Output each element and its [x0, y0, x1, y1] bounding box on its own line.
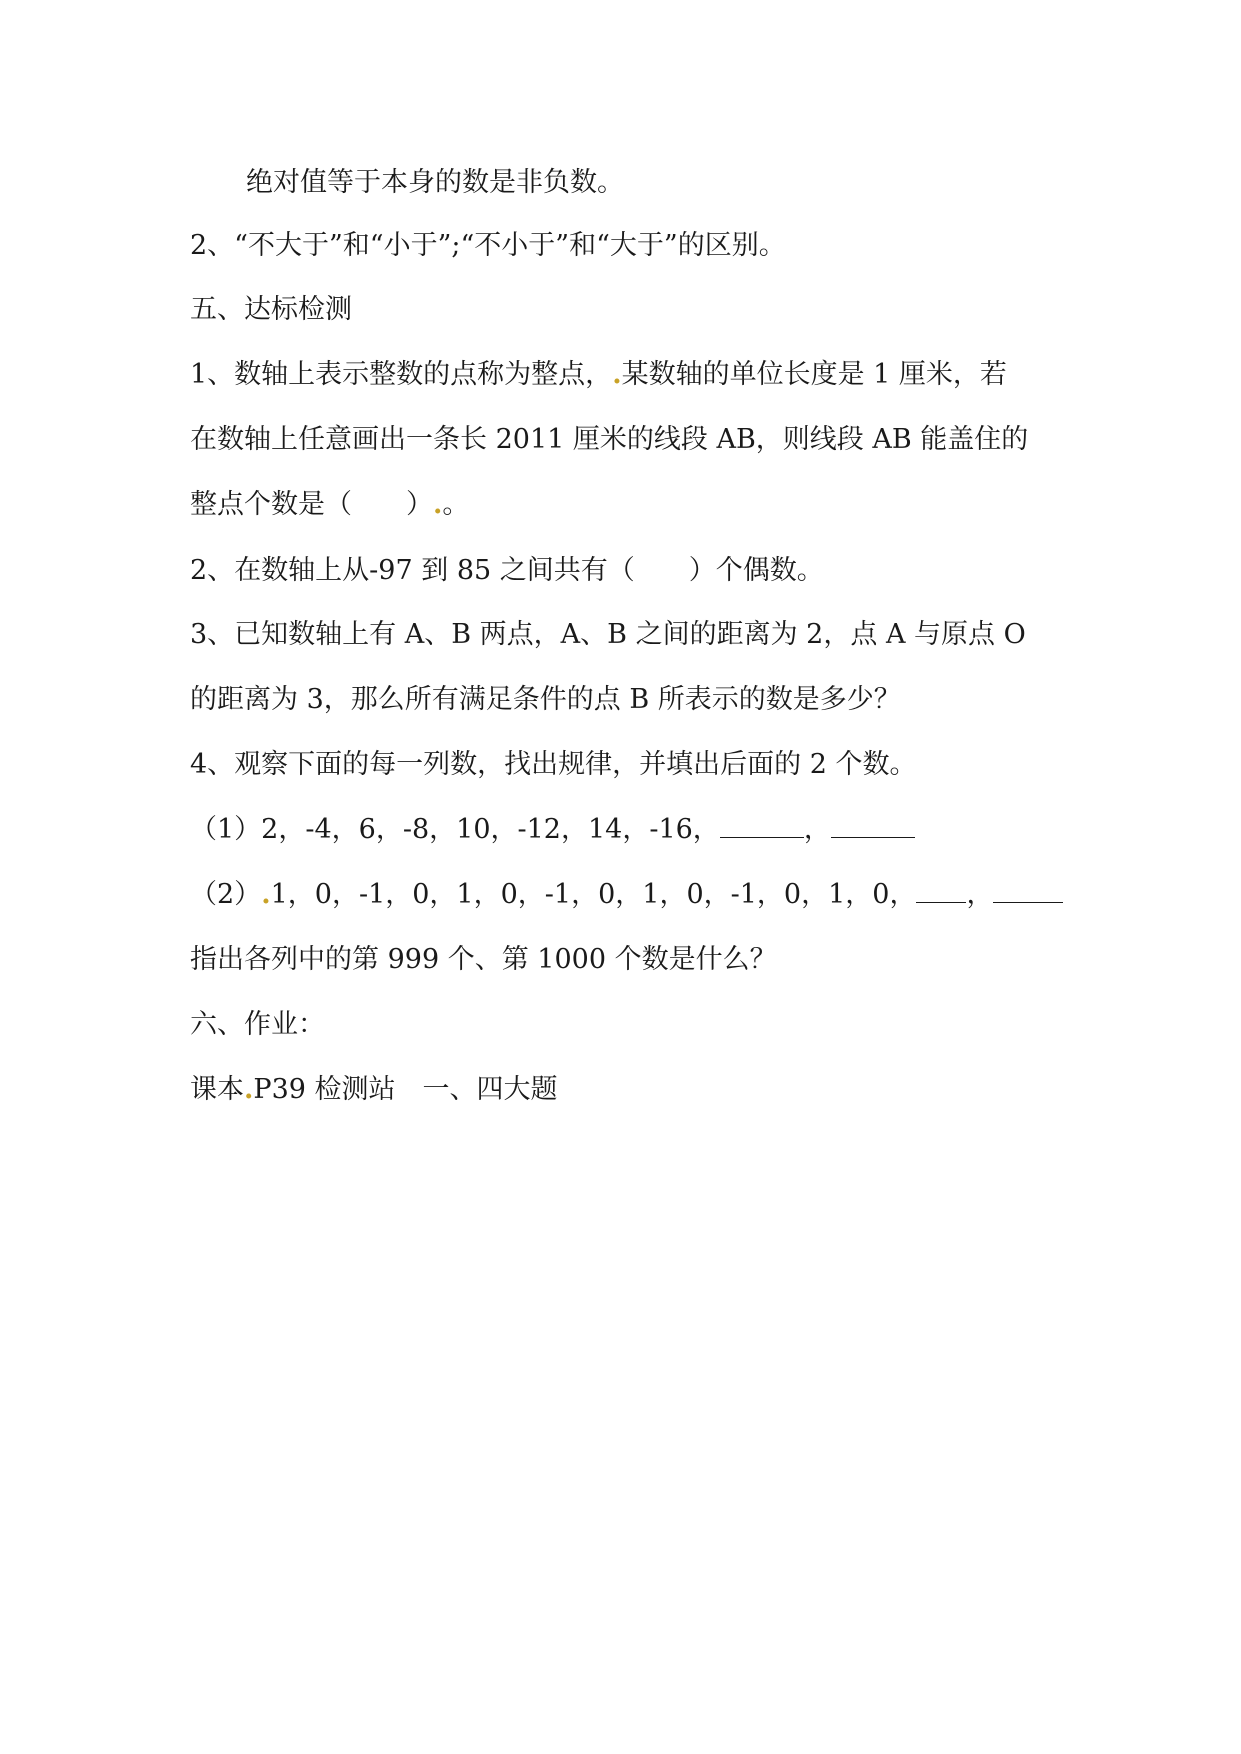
answer-blank	[831, 811, 915, 838]
question-2: 2、在数轴上从-97 到 85 之间共有（ ）个偶数。	[190, 555, 824, 586]
question-1-line-3: 整点个数是（ ）.。	[190, 489, 470, 520]
section-heading-homework: 六、作业：	[190, 1009, 325, 1040]
sequence-1: （1）2，-4，6，-8，10，-12，14，-16， ，	[190, 810, 1070, 850]
homework-assignment: 课本.P39 检测站 一、四大题	[190, 1074, 558, 1105]
question-3-line-2: 的距离为 3，那么所有满足条件的点 B 所表示的数是多少？	[190, 684, 901, 715]
question-4: 4、观察下面的每一列数，找出规律，并填出后面的 2 个数。	[190, 749, 917, 780]
answer-blank	[993, 876, 1063, 903]
section-heading-assessment: 五、达标检测	[190, 294, 352, 325]
question-4-followup: 指出各列中的第 999 个、第 1000 个数是什么？	[190, 944, 777, 975]
text-line-comparison: 2、“不大于”和“小于”;“不小于”和“大于”的区别。	[190, 230, 786, 261]
sequence-2: （2）.1，0，-1，0，1，0，-1，0，1，0，-1，0，1，0， ，	[190, 875, 1070, 915]
stray-dot: .	[244, 1074, 254, 1105]
question-3-line-1: 3、已知数轴上有 A、B 两点，A、B 之间的距离为 2，点 A 与原点 O	[190, 619, 1026, 650]
stray-dot: .	[261, 879, 271, 910]
stray-dot: .	[433, 489, 443, 520]
question-1-line-2: 在数轴上任意画出一条长 2011 厘米的线段 AB，则线段 AB 能盖住的	[190, 424, 1029, 455]
stray-dot: .	[612, 359, 622, 390]
answer-blank	[720, 811, 804, 838]
answer-blank	[916, 876, 966, 903]
question-1-line-1: 1、数轴上表示整数的点称为整点，.某数轴的单位长度是 1 厘米，若	[190, 359, 1007, 390]
text-line-absolute-value: 绝对值等于本身的数是非负数。	[246, 167, 624, 198]
